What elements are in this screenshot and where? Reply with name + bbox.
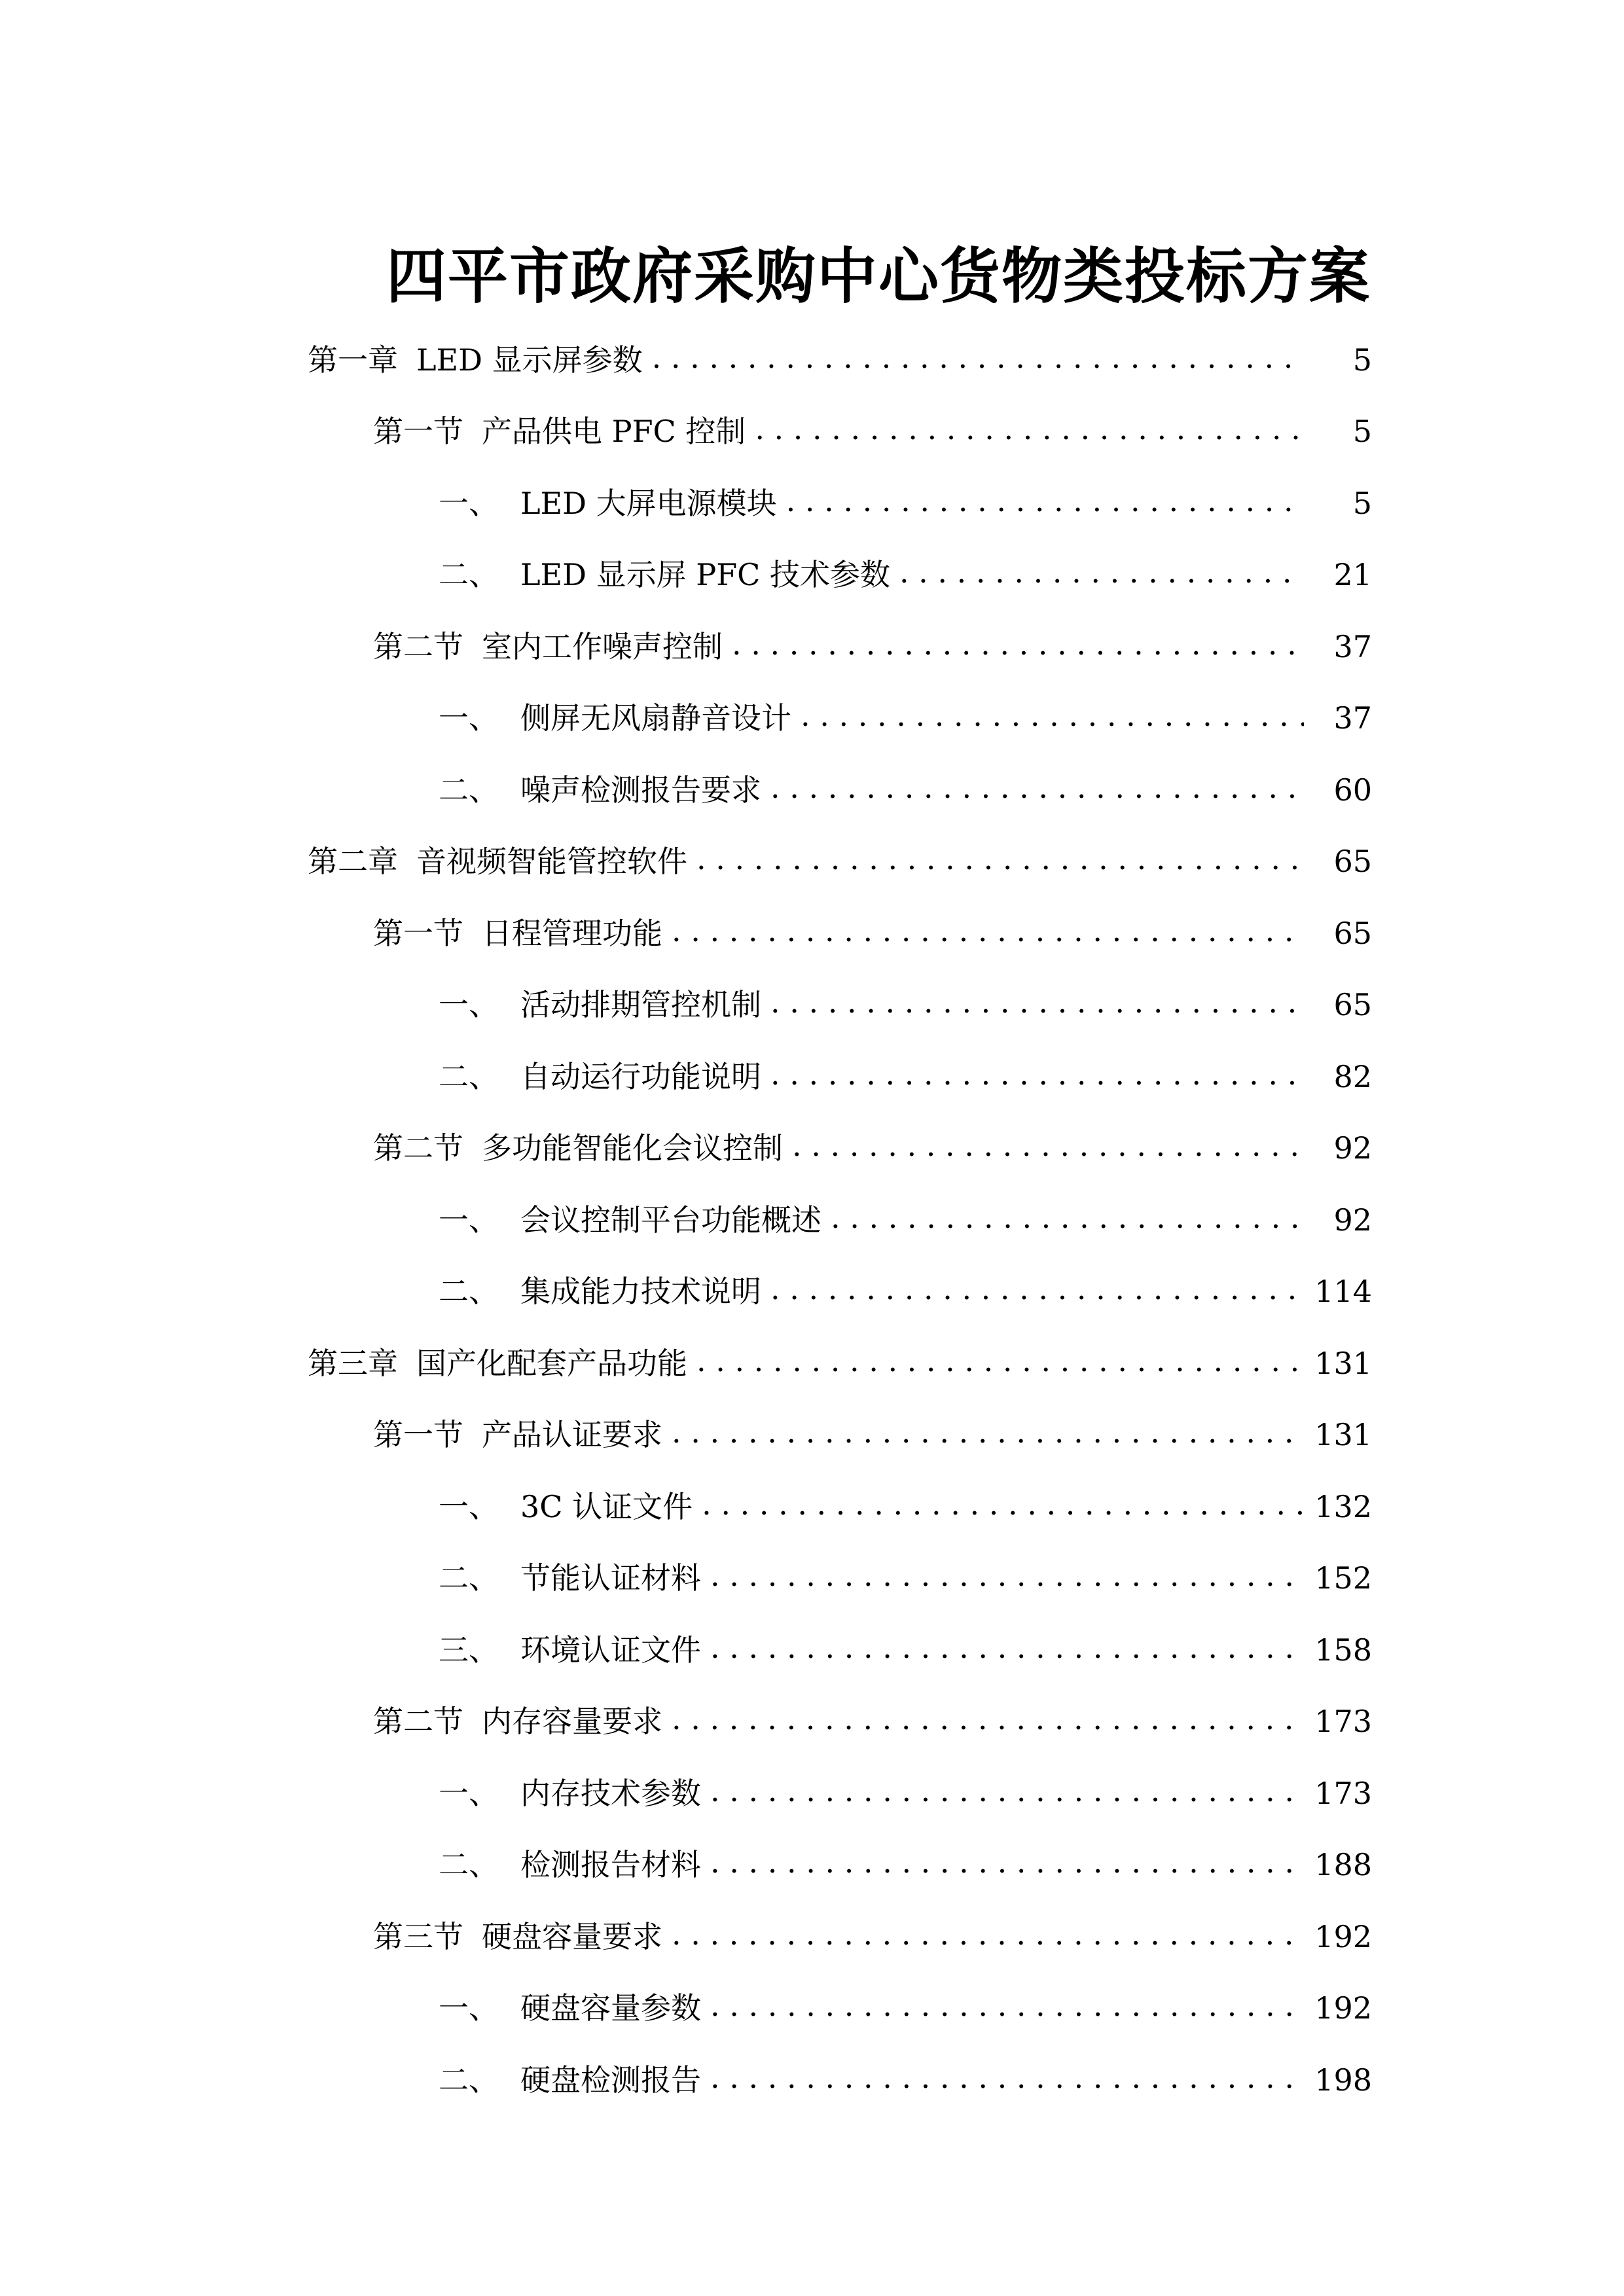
toc-entry-number: 一、 [439,987,499,1023]
toc-entry-number: 第一章 [308,342,398,378]
toc-entry-title: 集成能力技术说明 [520,1274,761,1310]
toc-entry-number: 二、 [439,1847,499,1883]
toc-entry-title: 产品供电 PFC 控制 [482,414,746,450]
toc-page-number: 5 [1352,485,1372,521]
toc-entry[interactable] [0,1041,1624,1113]
toc-page-number: 65 [1333,915,1372,951]
toc-entry[interactable] [0,1614,1624,1686]
toc-page-number: 192 [1314,1918,1372,1954]
toc-dot-leader [755,416,1304,446]
toc-entry-title: 室内工作噪声控制 [482,628,723,664]
toc-dot-leader [652,345,1304,375]
toc-entry-title: 节能认证材料 [520,1560,701,1596]
toc-page-number: 37 [1333,700,1372,736]
toc-dot-leader [710,1993,1304,2023]
toc-entry-number: 一、 [439,1990,499,2026]
toc-entry-number: 三、 [439,1632,499,1668]
toc-entry-number: 第一节 [373,414,463,450]
toc-dot-leader [732,632,1304,662]
toc-entry-number: 一、 [439,485,499,521]
toc-dot-leader [786,488,1304,518]
toc-page-number: 158 [1314,1632,1372,1668]
toc-dot-leader [672,1706,1304,1736]
toc-entry-number: 第二节 [373,628,463,664]
toc-dot-leader [710,1778,1304,1808]
toc-page-number: 152 [1314,1560,1372,1596]
document-title: 四平市政府采购中心货物类投标方案 [386,240,1371,312]
toc-entry-number: 一、 [439,1202,499,1238]
toc-dot-leader [672,1922,1304,1952]
toc-entry[interactable] [0,467,1624,539]
toc-entry-title: 多功能智能化会议控制 [482,1130,783,1166]
toc-page-number: 37 [1333,628,1372,664]
toc-entry[interactable] [0,1973,1624,2045]
toc-page-number: 198 [1314,2062,1372,2098]
toc-entry[interactable] [0,826,1624,898]
toc-entry-title: 硬盘容量参数 [520,1990,701,2026]
toc-entry-number: 二、 [439,772,499,808]
toc-page-number: 92 [1333,1202,1372,1238]
toc-dot-leader [770,1276,1304,1306]
toc-entry[interactable] [0,539,1624,611]
toc-page-number: 5 [1352,414,1372,450]
toc-dot-leader [672,1420,1304,1450]
toc-entry-title: 日程管理功能 [482,915,662,951]
toc-page-number: 188 [1314,1847,1372,1883]
toc-entry[interactable] [0,897,1624,969]
toc-dot-leader [696,1348,1304,1378]
toc-entry-number: 第一节 [373,915,463,951]
toc-entry[interactable] [0,1471,1624,1543]
toc-entry-number: 第三节 [373,1918,463,1954]
toc-entry-number: 二、 [439,557,499,593]
toc-page-number: 92 [1333,1130,1372,1166]
toc-entry-title: LED 显示屏参数 [416,342,643,378]
toc-entry-title: 噪声检测报告要求 [520,772,761,808]
toc-entry[interactable] [0,324,1624,396]
toc-entry-title: 硬盘容量要求 [482,1918,662,1954]
toc-dot-leader [710,2065,1304,2095]
toc-entry-title: 检测报告材料 [520,1847,701,1883]
toc-page-number: 114 [1314,1274,1372,1310]
toc-entry[interactable] [0,2044,1624,2116]
toc-entry-title: 音视频智能管控软件 [416,844,687,880]
toc-dot-leader [696,846,1304,876]
toc-entry-title: 自动运行功能说明 [520,1058,761,1094]
toc-entry-title: 活动排期管控机制 [520,987,761,1023]
toc-entry-number: 第二节 [373,1704,463,1740]
toc-dot-leader [770,990,1304,1020]
toc-entry-number: 第三章 [308,1345,398,1381]
toc-entry[interactable] [0,1399,1624,1471]
toc-entry-number: 第二章 [308,844,398,880]
toc-entry-title: 会议控制平台功能概述 [520,1202,821,1238]
toc-page-number: 131 [1314,1417,1372,1453]
toc-page-number: 173 [1314,1775,1372,1811]
toc-entry[interactable] [0,1901,1624,1973]
toc-entry[interactable] [0,611,1624,683]
toc-entry[interactable] [0,1829,1624,1901]
toc-entry-number: 一、 [439,700,499,736]
toc-page-number: 192 [1314,1990,1372,2026]
toc-entry-number: 第二节 [373,1130,463,1166]
toc-entry-number: 二、 [439,1560,499,1596]
toc-entry-title: 侧屏无风扇静音设计 [520,700,791,736]
toc-dot-leader [831,1205,1304,1235]
toc-entry-number: 二、 [439,1058,499,1094]
toc-dot-leader [770,1062,1304,1092]
toc-entry[interactable] [0,1757,1624,1829]
toc-dot-leader [792,1133,1304,1163]
toc-entry[interactable] [0,396,1624,468]
toc-page-number: 65 [1333,844,1372,880]
toc-page-number: 21 [1333,557,1372,593]
toc-entry-title: 内存容量要求 [482,1704,662,1740]
toc-entry[interactable] [0,1686,1624,1758]
toc-dot-leader [770,775,1304,805]
toc-entry-number: 一、 [439,1775,499,1811]
toc-page-number: 132 [1314,1488,1372,1524]
toc-entry-number: 二、 [439,1274,499,1310]
toc-dot-leader [710,1635,1304,1665]
toc-entry[interactable] [0,683,1624,755]
toc-entry-title: 硬盘检测报告 [520,2062,701,2098]
toc-entry[interactable] [0,1327,1624,1399]
toc-page-number: 5 [1352,342,1372,378]
toc-entry[interactable] [0,754,1624,826]
toc-entry[interactable] [0,1184,1624,1256]
toc-page-number: 65 [1333,987,1372,1023]
table-of-contents [0,324,1624,2116]
toc-entry-title: 环境认证文件 [520,1632,701,1668]
toc-entry-title: 内存技术参数 [520,1775,701,1811]
toc-dot-leader [710,1563,1304,1593]
toc-entry-title: 产品认证要求 [482,1417,662,1453]
toc-dot-leader [702,1492,1304,1522]
toc-page-number: 60 [1333,772,1372,808]
toc-page-number: 82 [1333,1058,1372,1094]
toc-entry-number: 一、 [439,1488,499,1524]
toc-entry-title: 国产化配套产品功能 [416,1345,687,1381]
toc-entry-number: 二、 [439,2062,499,2098]
toc-entry-title: LED 大屏电源模块 [520,485,777,521]
toc-entry[interactable] [0,1256,1624,1328]
toc-entry-number: 第一节 [373,1417,463,1453]
toc-dot-leader [710,1850,1304,1880]
toc-entry[interactable] [0,1543,1624,1615]
toc-entry[interactable] [0,1113,1624,1185]
toc-entry[interactable] [0,969,1624,1041]
toc-entry-title: LED 显示屏 PFC 技术参数 [520,557,890,593]
toc-page-number: 131 [1314,1345,1372,1381]
toc-dot-leader [672,918,1304,948]
toc-dot-leader [801,703,1304,733]
toc-dot-leader [899,560,1304,590]
toc-page-number: 173 [1314,1704,1372,1740]
toc-entry-title: 3C 认证文件 [520,1488,693,1524]
